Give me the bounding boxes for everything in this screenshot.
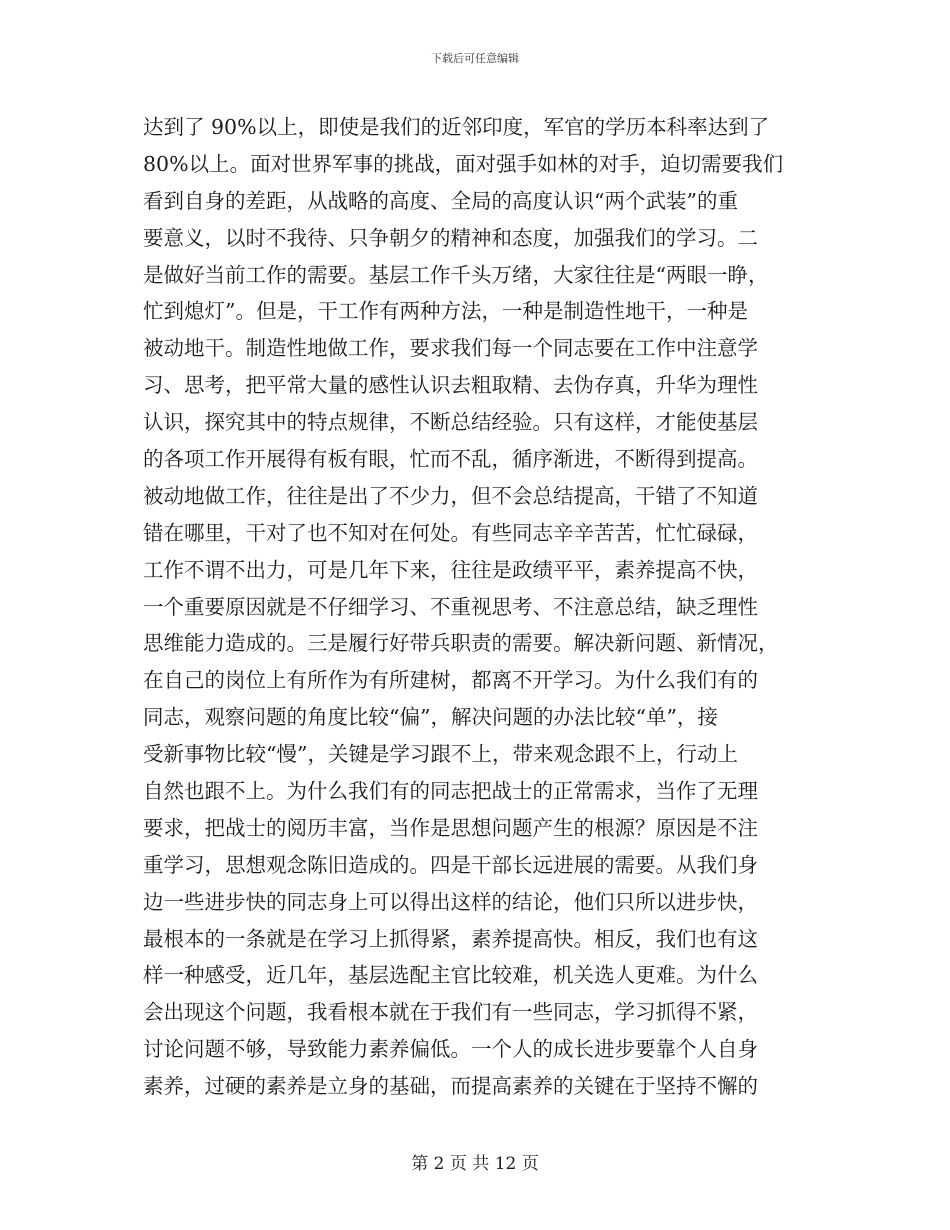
text-line: 思维能力造成的。三是履行好带兵职责的需要。解决新问题、新情况， bbox=[143, 631, 779, 656]
text-line: 会出现这个问题，我看根本就在于我们有一些同志，学习抓得不紧， bbox=[143, 1000, 758, 1025]
text-line: 边一些进步快的同志身上可以得出这样的结论，他们只所以进步快， bbox=[143, 889, 758, 914]
text-line: 素养，过硬的素养是立身的基础，而提高素养的关键在于坚持不懈的 bbox=[143, 1074, 758, 1099]
text-line: 自然也跟不上。为什么我们有的同志把战士的正常需求，当作了无理 bbox=[143, 779, 758, 804]
text-line: 习、思考，把平常大量的感性认识去粗取精、去伪存真，升华为理性 bbox=[143, 373, 758, 398]
text-line: 认识，探究其中的特点规律，不断总结经验。只有这样，才能使基层 bbox=[143, 410, 758, 435]
text-line: 最根本的一条就是在学习上抓得紧，素养提高快。相反，我们也有这 bbox=[143, 926, 758, 951]
text-line: 在自己的岗位上有所作为有所建树，都离不开学习。为什么我们有的 bbox=[143, 668, 758, 693]
text-line: 是做好当前工作的需要。基层工作千头万绪，大家往往是“两眼一睁， bbox=[143, 262, 769, 287]
text-line: 讨论问题不够，导致能力素养偏低。一个人的成长进步要靠个人自身 bbox=[143, 1037, 758, 1062]
text-line: 忙到熄灯”。但是，干工作有两种方法，一种是制造性地干，一种是 bbox=[143, 299, 748, 324]
text-line: 错在哪里，干对了也不知对在何处。有些同志辛辛苦苦，忙忙碌碌， bbox=[143, 520, 758, 545]
text-line: 受新事物比较“慢”，关键是学习跟不上，带来观念跟不上，行动上 bbox=[143, 742, 738, 767]
text-line: 重学习，思想观念陈旧造成的。四是干部长远进展的需要。从我们身 bbox=[143, 852, 758, 877]
text-line: 要求，把战士的阅历丰富，当作是思想问题产生的根源？原因是不注 bbox=[143, 815, 758, 840]
text-line: 看到自身的差距，从战略的高度、全局的高度认识“两个武装”的重 bbox=[143, 188, 738, 213]
page-header: 下载后可任意编辑 bbox=[431, 52, 519, 65]
text-line: 要意义，以时不我待、只争朝夕的精神和态度，加强我们的学习。二 bbox=[143, 225, 758, 250]
body-text bbox=[143, 109, 803, 1105]
text-line: 80%以上。面对世界军事的挑战，面对强手如林的对手，迫切需要我们 bbox=[143, 151, 784, 176]
text-line: 被动地干。制造性地做工作，要求我们每一个同志要在工作中注意学 bbox=[143, 336, 758, 361]
text-line: 的各项工作开展得有板有眼，忙而不乱，循序渐进，不断得到提高。 bbox=[143, 447, 758, 472]
text-line: 同志，观察问题的角度比较“偏”，解决问题的办法比较“单”，接 bbox=[143, 705, 718, 730]
page-footer: 第 2 页 共 12 页 bbox=[411, 1154, 539, 1174]
text-line: 工作不谓不出力，可是几年下来，往往是政绩平平，素养提高不快， bbox=[143, 557, 758, 582]
text-line: 样一种感受，近几年，基层选配主官比较难，机关选人更难。为什么 bbox=[143, 963, 758, 988]
text-line: 达到了 90%以上，即使是我们的近邻印度，军官的学历本科率达到了 bbox=[143, 115, 770, 139]
text-line: 一个重要原因就是不仔细学习、不重视思考、不注意总结，缺乏理性 bbox=[143, 594, 758, 619]
text-line: 被动地做工作，往往是出了不少力，但不会总结提高，干错了不知道 bbox=[143, 483, 758, 508]
